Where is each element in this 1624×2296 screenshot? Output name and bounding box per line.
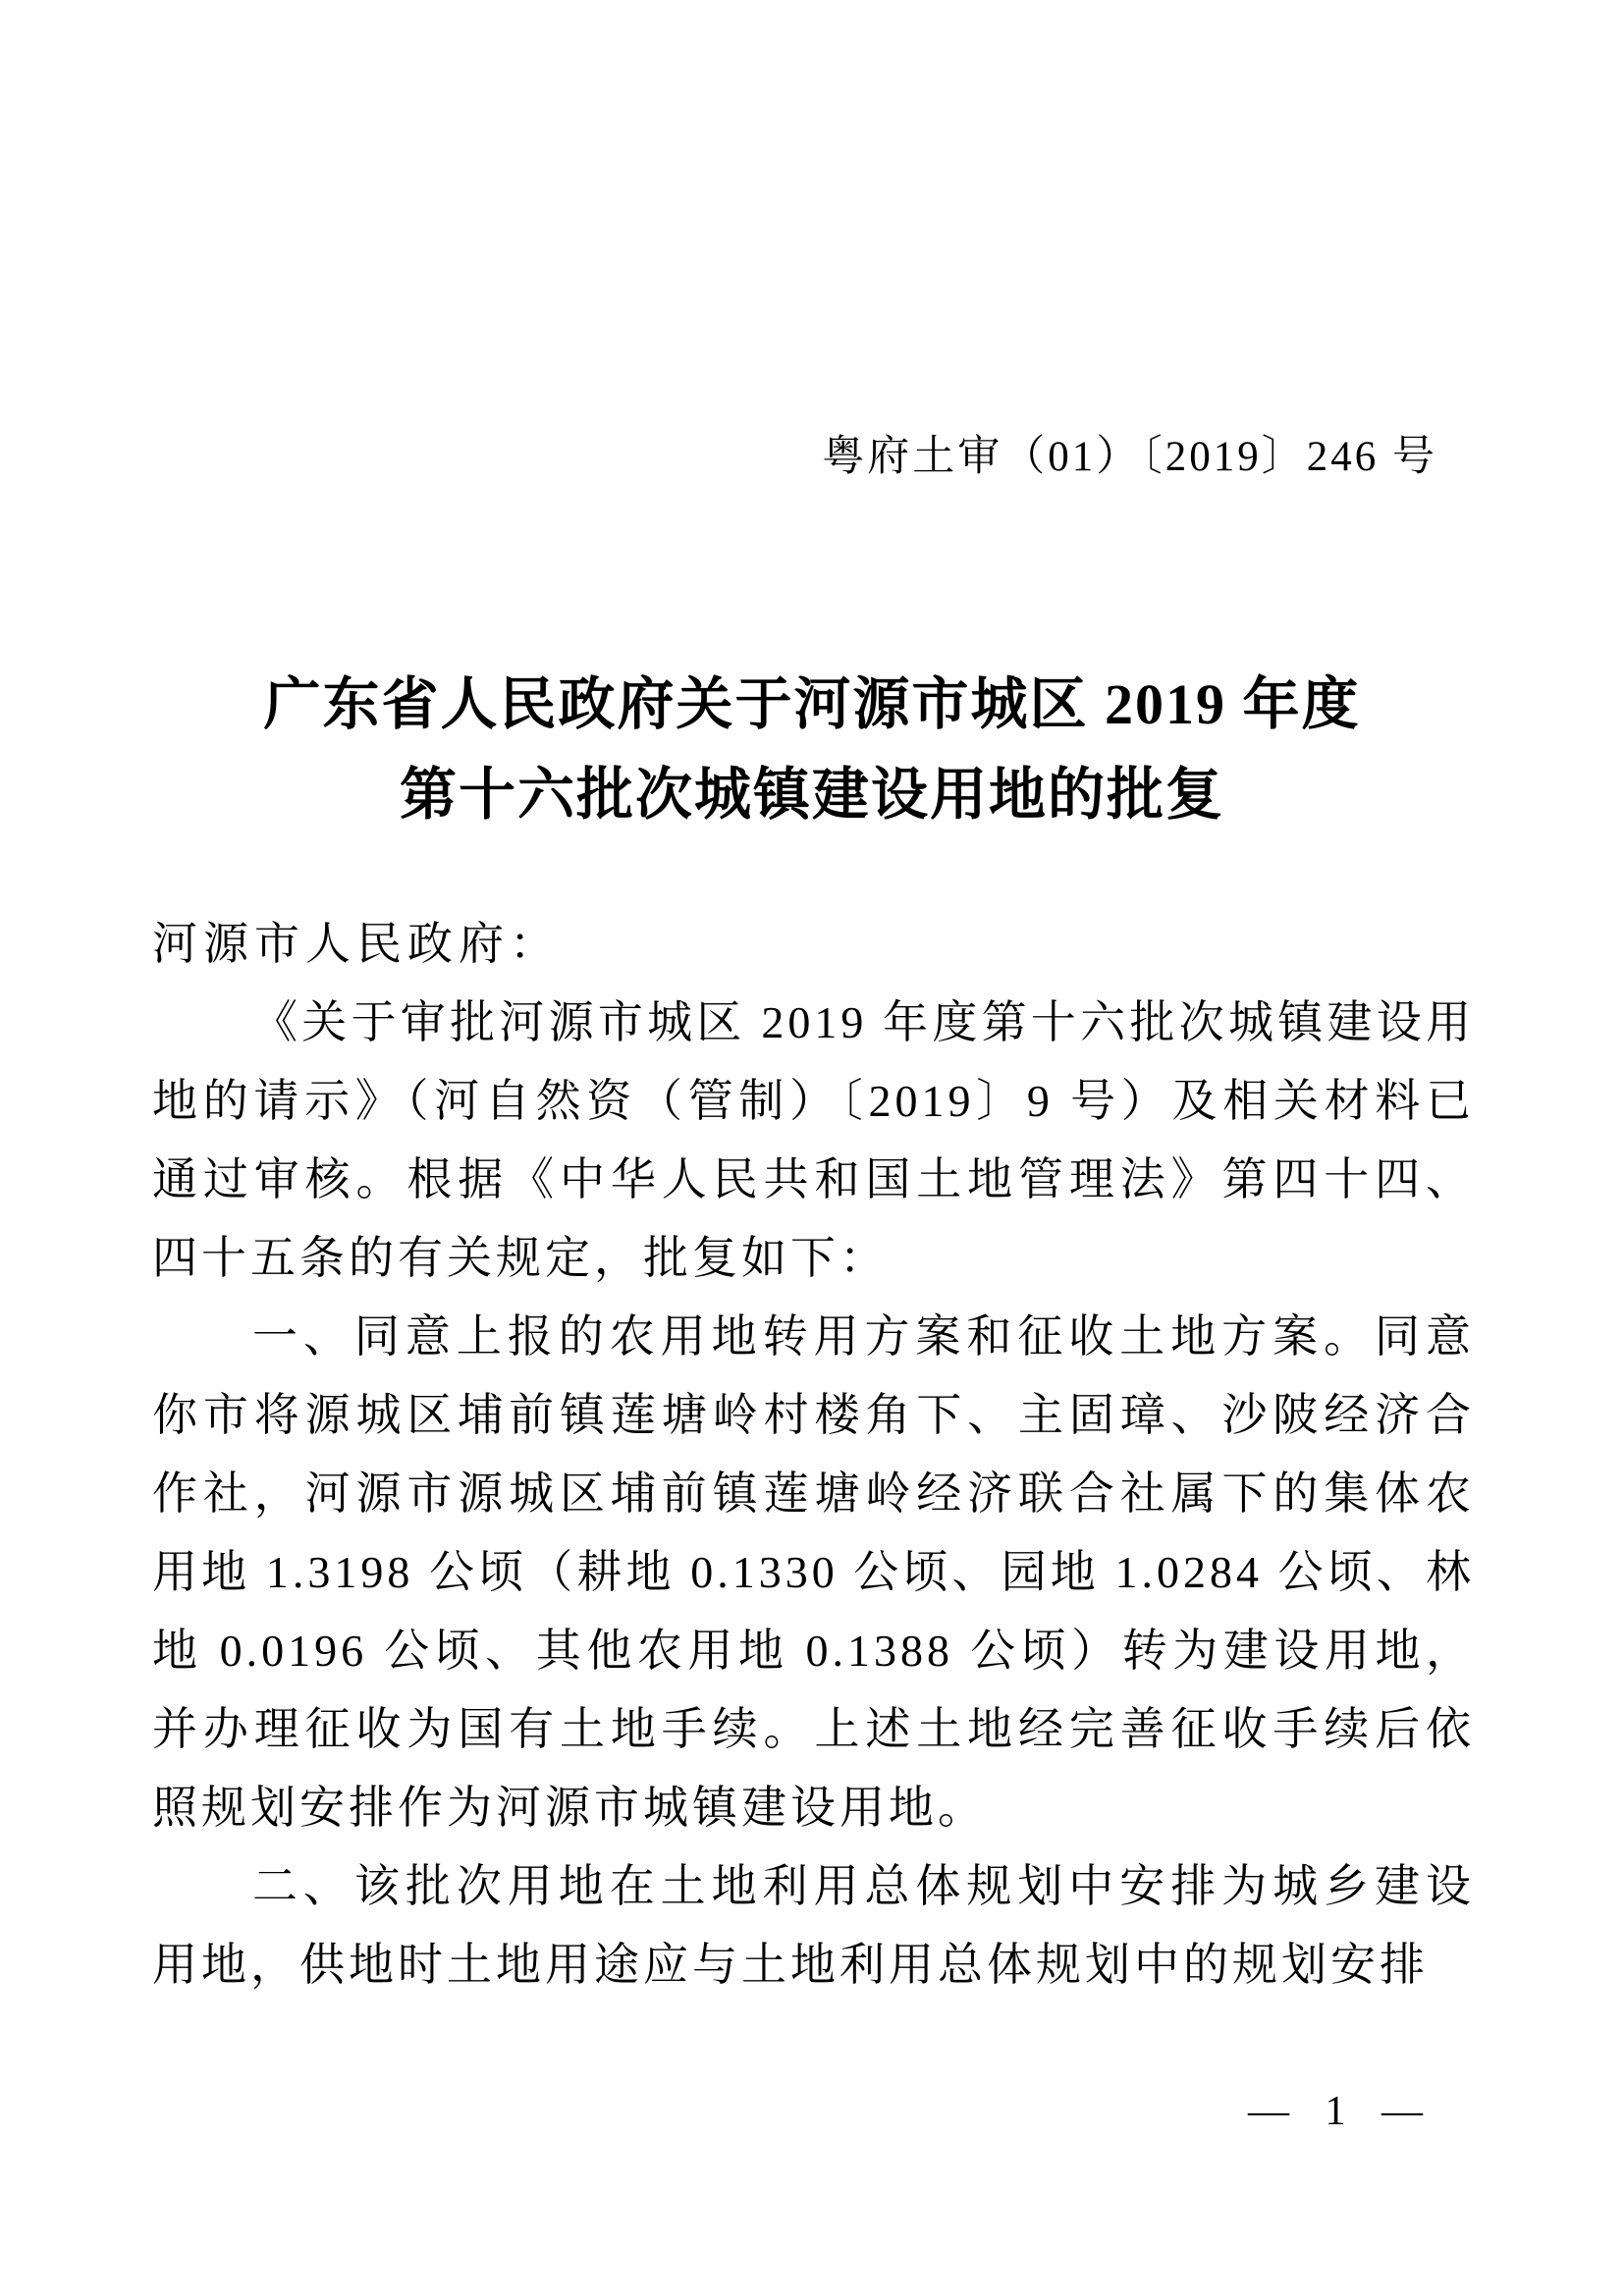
page-number: — 1 — (1248, 2089, 1423, 2134)
paragraph-item-two: 二、该批次用地在土地利用总体规划中安排为城乡建设用地，供地时土地用途应与土地利用总体规划中的规划安排 (152, 1861, 1475, 1990)
document-reference-number: 粤府土审（01）〔2019〕246 号 (822, 434, 1437, 480)
paragraph-item-one: 一、同意上报的农用地转用方案和征收土地方案。同意你市将源城区埔前镇莲塘岭村楼角下、主固璋、沙陂经济合作社，河源市源城区埔前镇莲塘岭经济联合社属下的集体农用地 1.3198 公顷（耕地 0.1330 公顷、园地 1.0284 公顷、林地 0.0196 公顷、其他农用地 0.1388 公顷）转为建设用地，并办理征收为国有土地手续。上述土地经完善征收手续后依照规划安排作为河源市城镇建设用地。 (152, 1311, 1475, 1833)
document-title (0, 660, 1624, 840)
paragraph-request-approval: 《关于审批河源市城区 2019 年度第十六批次城镇建设用地的请示》（河自然资（管制）〔2019〕9 号）及相关材料已通过审核。根据《中华人民共和国土地管理法》第四十四、四十五条的有关规定，批复如下： (152, 997, 1475, 1283)
document-title-line-2: 第十六批次城镇建设用地的批复 (399, 763, 1224, 827)
document-title-line-1: 广东省人民政府关于河源市城区 2019 年度 (263, 672, 1361, 736)
document-body (0, 905, 1624, 2004)
salutation: 河源市人民政府： (152, 919, 561, 969)
